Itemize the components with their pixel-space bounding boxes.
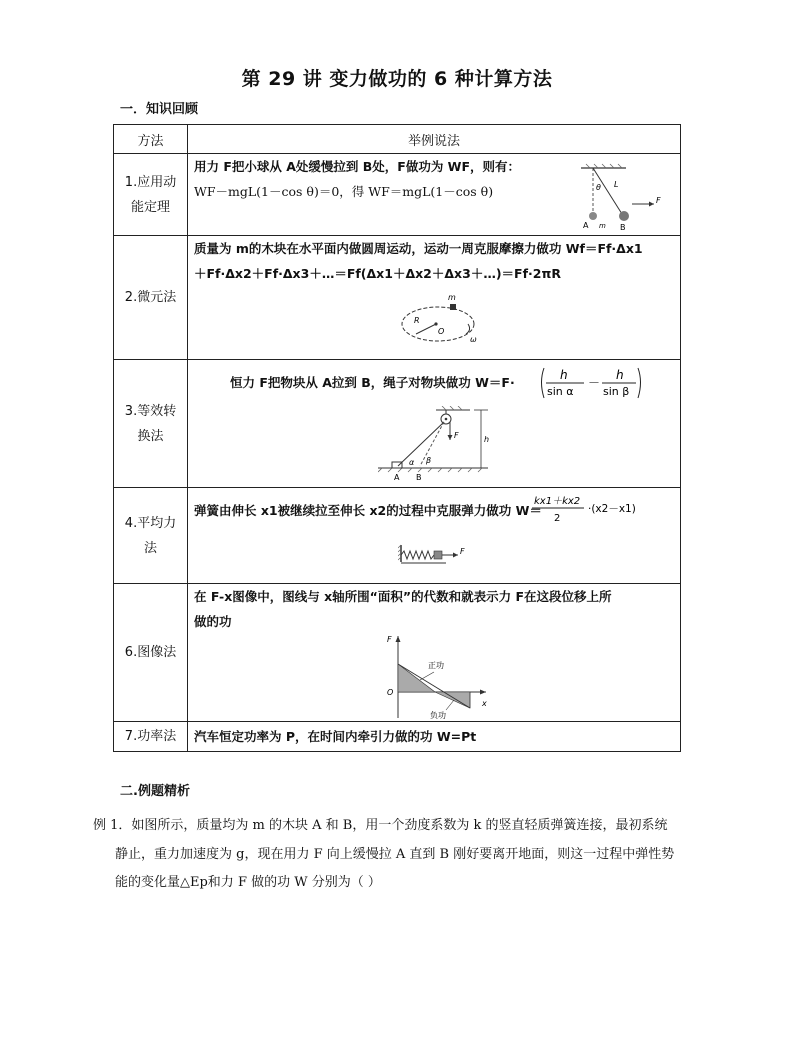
pulley-F-label: F <box>454 431 459 440</box>
pendulum-m-label: m <box>599 222 606 230</box>
row4-tail: ·(x2－x1) <box>588 503 636 515</box>
section-heading-examples: 二.例题精析 <box>120 784 190 799</box>
row-formula: WF－mgL(1－cos θ)＝0，得 WF＝mgL(1－cos θ) <box>194 184 494 199</box>
method-label: 4.平均力法 <box>124 515 177 556</box>
row4-frac-den: 2 <box>554 513 561 524</box>
method-label: 6.图像法 <box>124 645 177 660</box>
table-row <box>114 236 681 360</box>
header-method: 方法 <box>114 125 188 154</box>
example-line-1: 例 1．如图所示，质量均为 m 的木块 A 和 B，用一个劲度系数为 k 的竖直轻质弹簧连接，最初系统 <box>93 818 668 833</box>
example-line-3: 能的变化量△Ep和力 F 做的功 W 分别为（ ） <box>115 875 381 890</box>
pulley-beta-label: β <box>426 456 432 465</box>
section-heading-review: 一．知识回顾 <box>120 102 199 117</box>
pendulum-theta-label: θ <box>596 183 601 192</box>
pendulum-F-label: F <box>656 196 661 205</box>
pulley-h-label: h <box>484 435 490 444</box>
method-label: 3.等效转换法 <box>124 403 177 444</box>
row-text: 质量为 m的木块在水平面内做圆周运动，运动一周克服摩擦力做功 Wf＝Ff·Δx1 ＋Ff·Δx2＋Ff·Δx3＋…＝Ff(Δx1＋Δx2＋Δx3＋…)＝Ff·2πR <box>194 241 643 281</box>
method-label: 7.功率法 <box>124 729 177 744</box>
pendulum-figure <box>566 162 676 232</box>
circle-figure <box>388 294 488 354</box>
row4-frac-num: kx1＋kx2 <box>534 496 581 507</box>
table-header-row <box>114 125 681 154</box>
method-label: 1.应用动能定理 <box>124 174 177 215</box>
graph-positive-label: 正功 <box>428 661 444 670</box>
row4-formula <box>530 492 680 528</box>
example-line-2: 静止，重力加速度为 g，现在用力 F 向上缓慢拉 A 直到 B 刚好要离开地面，则这一过程中弹性势 <box>115 846 675 862</box>
pendulum-B-label: B <box>620 223 626 232</box>
method-label: 2.微元法 <box>124 290 177 305</box>
table-row <box>114 584 681 722</box>
pulley-A-label: A <box>394 473 400 482</box>
pendulum-A-label: A <box>583 221 589 230</box>
row-text: 恒力 F把物块从 A拉到 B，绳子对物块做功 W＝F· <box>230 375 515 390</box>
row-text: 在 F-x图像中，图线与 x轴所围“面积”的代数和就表示力 F在这段位移上所 做的功 <box>194 589 612 629</box>
pulley-B-label: B <box>416 473 422 482</box>
row-text: 用力 F把小球从 A处缓慢拉到 B处，F做功为 WF，则有： <box>194 159 521 174</box>
spring-F-label: F <box>460 547 465 556</box>
row3-formula-fractions <box>538 364 643 404</box>
table-row <box>114 722 681 752</box>
frac2-den: sin β <box>603 385 630 398</box>
spring-figure <box>398 544 470 568</box>
frac1-den: sin α <box>547 385 574 398</box>
frac1-num: h <box>560 368 568 382</box>
row-text: 汽车恒定功率为 P，在时间内牵引力做的功 W=Pt <box>194 729 477 744</box>
page-title: 第 29 讲 变力做功的 6 种计算方法 <box>241 68 553 90</box>
graph-negative-label: 负功 <box>430 711 446 720</box>
circle-R-label: R <box>414 316 420 325</box>
frac2-num: h <box>616 368 624 382</box>
circle-O-label: O <box>438 327 445 336</box>
methods-table <box>113 124 681 752</box>
pendulum-L-label: L <box>614 180 619 189</box>
fx-graph-figure <box>384 634 494 720</box>
graph-O-label: O <box>387 688 394 697</box>
graph-x-label: x <box>482 699 487 708</box>
svg-text:－: － <box>588 376 601 390</box>
header-example: 举例说法 <box>188 125 681 154</box>
table-row <box>114 360 681 488</box>
pulley-alpha-label: α <box>409 458 415 467</box>
example-1 <box>93 812 713 898</box>
graph-F-label: F <box>387 635 392 644</box>
row-text: 弹簧由伸长 x1被继续拉至伸长 x2的过程中克服弹力做功 W＝ <box>194 503 542 518</box>
table-row <box>114 154 681 236</box>
circle-omega-label: ω <box>470 335 477 344</box>
table-row <box>114 488 681 584</box>
pulley-figure <box>378 406 498 484</box>
circle-m-label: m <box>448 294 456 302</box>
